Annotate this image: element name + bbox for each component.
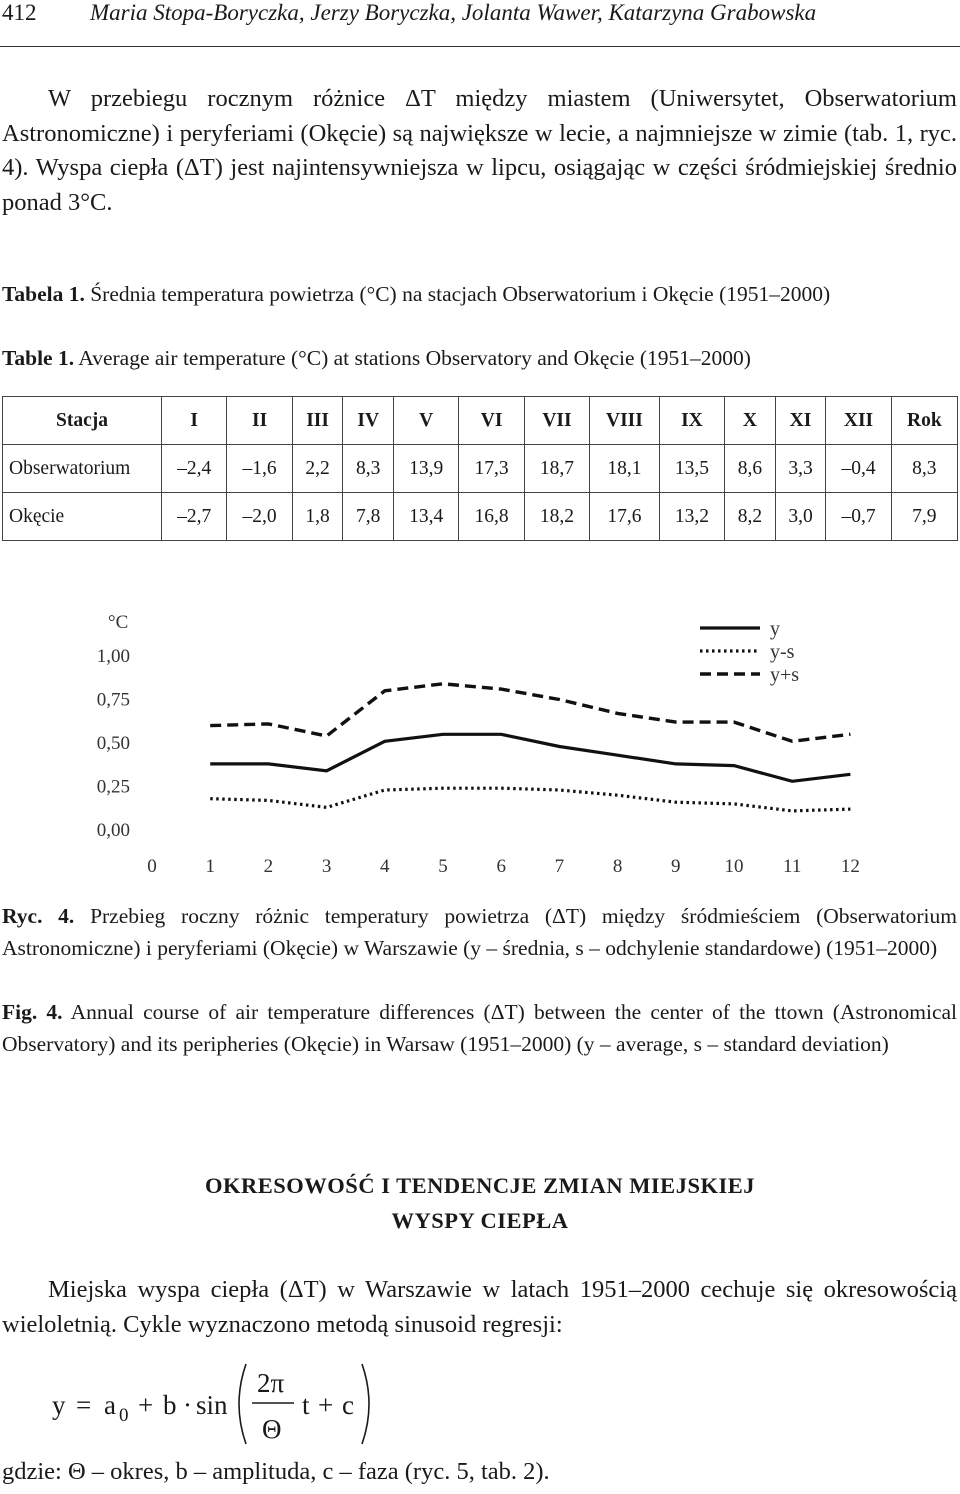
table-caption-en-label: Table 1. [2, 346, 75, 370]
x-tick-label: 6 [496, 856, 506, 877]
table-caption-en [2, 342, 957, 374]
table-header-cell: V [394, 397, 459, 445]
table-cell: 13,5 [659, 445, 724, 493]
y-tick-label: 0,50 [96, 733, 130, 754]
sinusoid-regression-formula [50, 1358, 390, 1450]
figure-caption-en-text: Annual course of air temperature differences (ΔT) between the center of the ttown (Astronomical Observatory) and its peripheries (Okęcie) in Warsaw (1951–2000) (y – average, s – standard deviation) [2, 1000, 957, 1056]
formula-plus-2: + [318, 1390, 334, 1420]
table-cell: 16,8 [459, 493, 524, 541]
formula-t: t [302, 1390, 310, 1420]
formula-a-sub: 0 [119, 1405, 129, 1426]
y-tick-label: 0,25 [96, 776, 130, 798]
x-tick-label: 0 [147, 856, 157, 877]
table-row [3, 493, 958, 541]
x-tick-label: 11 [783, 856, 802, 877]
table-header-cell: Rok [891, 397, 957, 445]
table-cell: 13,2 [659, 493, 724, 541]
table-cell: –2,0 [227, 493, 292, 541]
table-cell: –1,6 [227, 445, 292, 493]
table-header-cell: X [725, 397, 776, 445]
figure-caption-en [2, 996, 957, 1060]
series-line-y+s [210, 684, 850, 742]
table-cell: –0,4 [826, 445, 891, 493]
table-cell: 17,3 [459, 445, 524, 493]
table-header-cell: II [227, 397, 292, 445]
table-caption-pl [2, 278, 957, 310]
y-tick-label: 1,00 [96, 646, 130, 667]
temperature-table [2, 396, 958, 541]
x-tick-label: 2 [263, 856, 274, 877]
left-paren [239, 1364, 246, 1444]
legend-label-y-s: y-s [770, 641, 795, 663]
table-header-cell: VIII [590, 397, 660, 445]
legend-label-y: y [770, 618, 780, 640]
right-paren [362, 1364, 369, 1444]
formula-c: c [342, 1390, 354, 1420]
table-cell: 2,2 [292, 445, 343, 493]
x-tick-label: 1 [205, 856, 215, 877]
formula-sin: sin [196, 1390, 228, 1420]
table-cell: 13,9 [394, 445, 459, 493]
table-cell: Obserwatorium [3, 445, 162, 493]
table-caption-pl-text: Średnia temperatura powietrza (°C) na stacjach Obserwatorium i Okęcie (1951–2000) [90, 282, 831, 306]
table-header-cell: IV [343, 397, 394, 445]
table-cell: 8,6 [725, 445, 776, 493]
x-tick-label: 7 [554, 856, 565, 877]
figure-caption-pl-text: Przebieg roczny różnic temperatury powietrza (ΔT) między śródmieściem (Obserwatorium Astronomiczne) i peryferiami (Okęcie) w Warszawie (y – średnia, s – odchylenie standardowe) (1951–2000) [2, 904, 957, 960]
formula-plus-1: + [138, 1390, 154, 1420]
x-tick-label: 5 [438, 856, 448, 877]
x-tick-label: 9 [671, 856, 681, 877]
table-cell: –2,4 [162, 445, 227, 493]
section-heading-line2: WYSPY CIEPŁA [391, 1208, 569, 1233]
table-caption-pl-label: Tabela 1. [2, 282, 85, 306]
x-tick-label: 12 [840, 856, 860, 877]
temperature-difference-chart [70, 600, 900, 885]
table-cell: 8,3 [891, 445, 957, 493]
formula-lhs: y [52, 1390, 66, 1420]
table-header-cell: VI [459, 397, 524, 445]
table-row [3, 445, 958, 493]
formula-eq: = [76, 1390, 92, 1420]
table-cell: –0,7 [826, 493, 891, 541]
table-header-cell: I [162, 397, 227, 445]
section-heading-line1: OKRESOWOŚĆ I TENDENCJE ZMIAN MIEJSKIEJ [205, 1173, 755, 1198]
table-cell: 17,6 [590, 493, 660, 541]
table-cell: 18,2 [524, 493, 589, 541]
figure-caption-en-label: Fig. 4. [2, 1000, 63, 1024]
table-header-cell: Stacja [3, 397, 162, 445]
table-cell: 7,8 [343, 493, 394, 541]
page-number: 412 [2, 0, 37, 25]
table-cell: 1,8 [292, 493, 343, 541]
table-caption-en-text: Average air temperature (°C) at stations Observatory and Okęcie (1951–2000) [78, 346, 751, 370]
figure-caption-pl [2, 900, 957, 964]
intro-paragraph: W przebiegu rocznym różnice ΔT między miastem (Uniwersytet, Obserwatorium Astronomiczne) i peryferiami (Okęcie) są największe w lecie, a najmniejsze w zimie (tab. 1, ryc. 4). Wyspa ciepła (ΔT) jest najintensywniejsza w lipcu, osiągając w części śródmiejskiej średnio ponad 3°C. [2, 85, 957, 216]
x-tick-label: 8 [612, 856, 623, 877]
table-cell: 3,3 [775, 445, 826, 493]
x-tick-label: 4 [380, 856, 390, 877]
y-axis-unit-label: °C [108, 612, 129, 633]
x-tick-label: 10 [724, 856, 744, 877]
table-cell: 13,4 [394, 493, 459, 541]
table-header-cell: IX [659, 397, 724, 445]
formula-b: b [163, 1390, 177, 1420]
table-cell: 18,1 [590, 445, 660, 493]
table-header-cell: III [292, 397, 343, 445]
formula-numerator: 2π [257, 1368, 285, 1398]
y-tick-label: 0,00 [96, 820, 130, 841]
formula-dot: · [183, 1390, 192, 1420]
formula-denominator: Θ [262, 1414, 282, 1444]
table-cell: 8,3 [343, 445, 394, 493]
table-cell: 8,2 [725, 493, 776, 541]
series-line-y-s [210, 788, 850, 811]
formula-a: a [104, 1390, 116, 1420]
table-cell: 18,7 [524, 445, 589, 493]
table-header-cell: XI [775, 397, 826, 445]
table-cell: Okęcie [3, 493, 162, 541]
formula-explanation: gdzie: Θ – okres, b – amplituda, c – faza (ryc. 5, tab. 2). [2, 1458, 550, 1485]
figure-caption-pl-label: Ryc. 4. [2, 904, 75, 928]
series-line-y [210, 734, 850, 781]
table-header-row [3, 397, 958, 445]
y-tick-label: 0,75 [96, 689, 130, 711]
legend-label-y+s: y+s [770, 664, 800, 686]
table-cell: –2,7 [162, 493, 227, 541]
table-cell: 3,0 [775, 493, 826, 541]
table-header-cell: VII [524, 397, 589, 445]
running-header-authors: Maria Stopa-Boryczka, Jerzy Boryczka, Jolanta Wawer, Katarzyna Grabowska [90, 0, 817, 25]
x-tick-label: 3 [321, 856, 332, 877]
table-header-cell: XII [826, 397, 891, 445]
table-cell: 7,9 [891, 493, 957, 541]
section-paragraph: Miejska wyspa ciepła (ΔT) w Warszawie w latach 1951–2000 cechuje się okresowością wieloletnią. Cykle wyznaczono metodą sinusoid regresji: [2, 1276, 957, 1338]
